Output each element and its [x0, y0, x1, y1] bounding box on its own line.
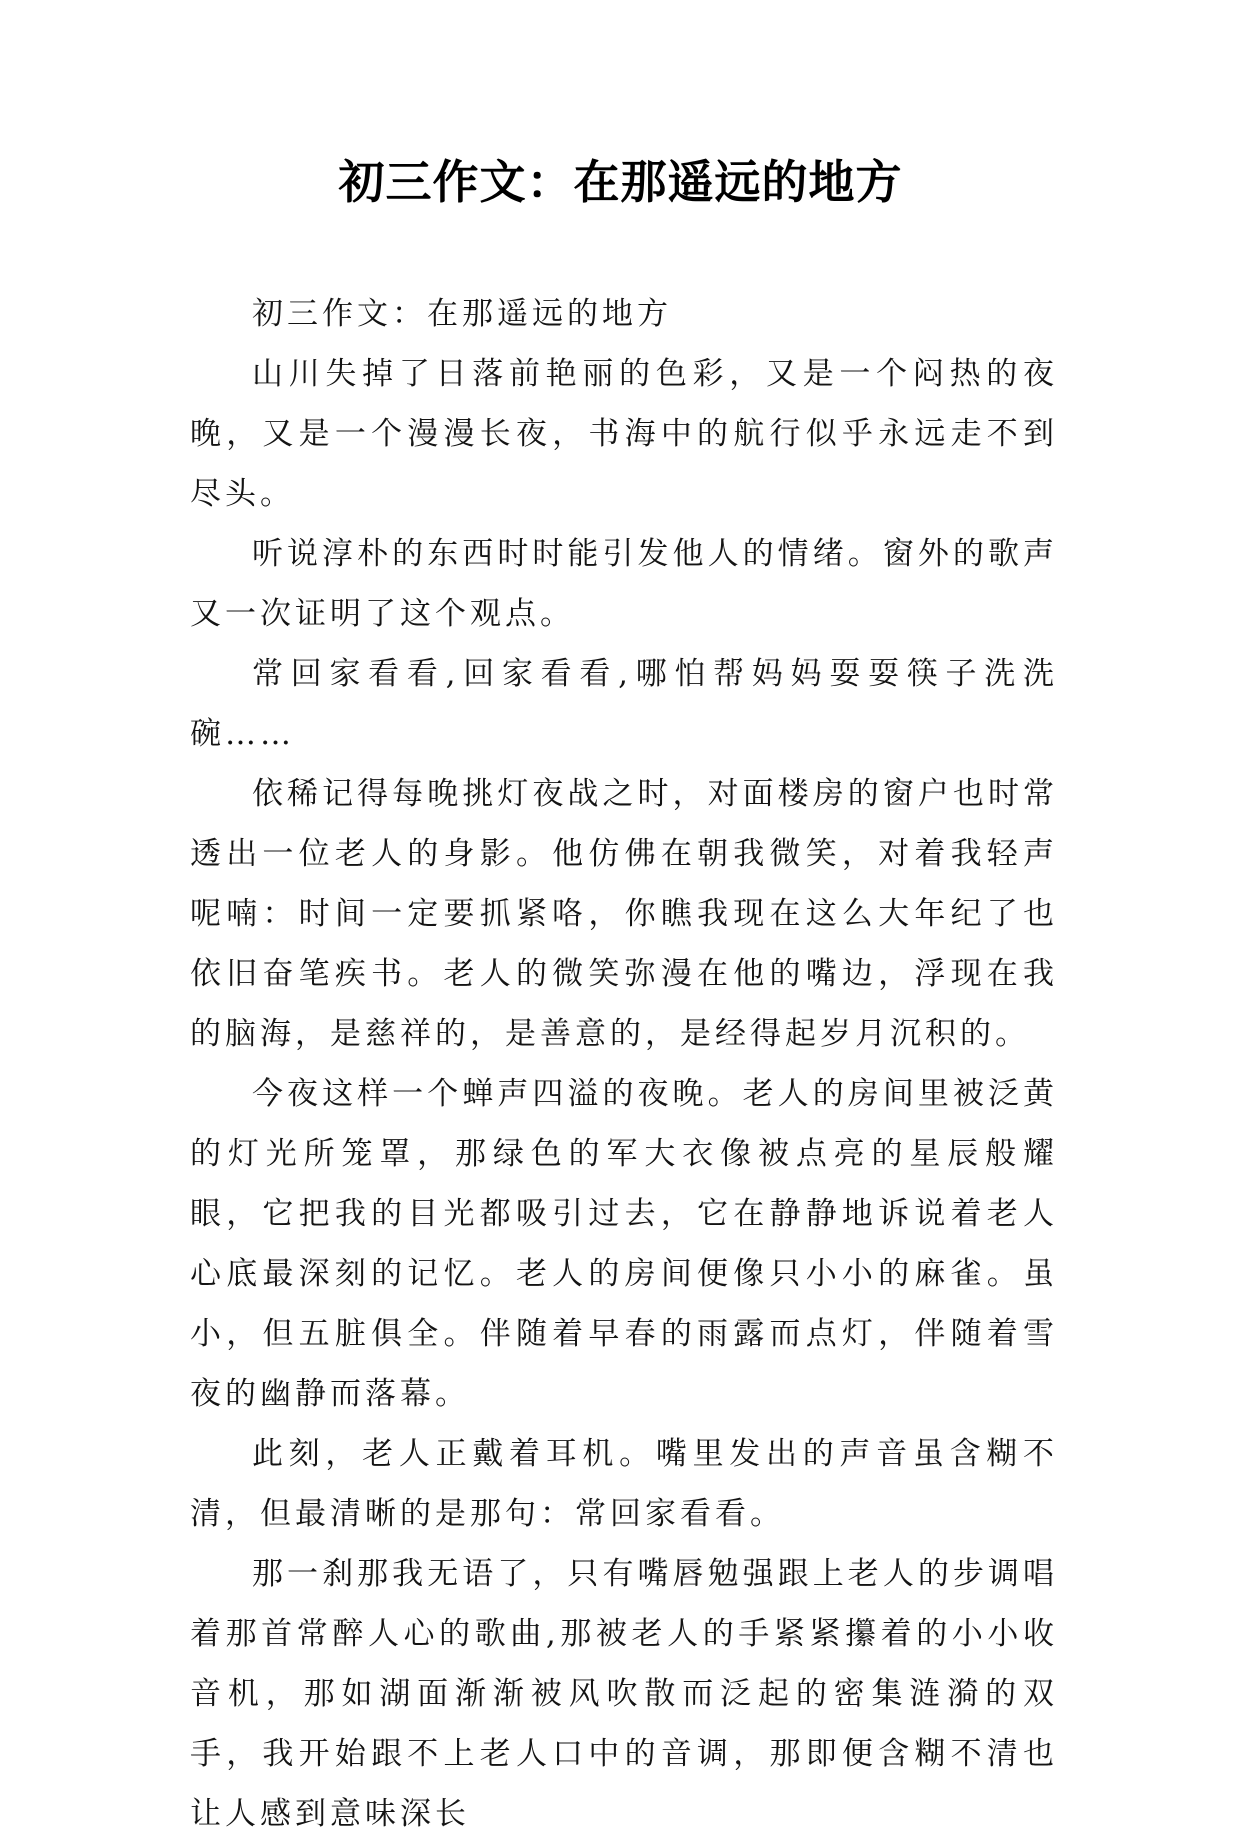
paragraph: 常回家看看,回家看看,哪怕帮妈妈耍耍筷子洗洗碗……: [190, 656, 1058, 752]
paragraph: 山川失掉了日落前艳丽的色彩，又是一个闷热的夜晚，又是一个漫漫长夜，书海中的航行似乎永远走不到尽头。: [190, 356, 1058, 512]
paragraph: 今夜这样一个蝉声四溢的夜晚。老人的房间里被泛黄的灯光所笼罩，那绿色的军大衣像被点亮的星辰般耀眼，它把我的目光都吸引过去，它在静静地诉说着老人心底最深刻的记忆。老人的房间便像只小小的麻雀。虽小，但五脏俱全。伴随着早春的雨露而点灯，伴随着雪夜的幽静而落幕。: [190, 1076, 1058, 1412]
document-body: [190, 284, 1058, 1844]
paragraph: 依稀记得每晚挑灯夜战之时，对面楼房的窗户也时常透出一位老人的身影。他仿佛在朝我微笑，对着我轻声呢喃：时间一定要抓紧咯，你瞧我现在这么大年纪了也依旧奋笔疾书。老人的微笑弥漫在他的嘴边，浮现在我的脑海，是慈祥的，是善意的，是经得起岁月沉积的。: [190, 776, 1058, 1052]
paragraph-subtitle: 初三作文：在那遥远的地方: [252, 296, 672, 332]
paragraph: 那一刹那我无语了，只有嘴唇勉强跟上老人的步调唱着那首常醉人心的歌曲,那被老人的手紧紧攥着的小小收音机，那如湖面渐渐被风吹散而泛起的密集涟漪的双手，我开始跟不上老人口中的音调，那即便含糊不清也让人感到意味深长: [190, 1556, 1058, 1832]
document-title: 初三作文：在那遥远的地方: [338, 155, 903, 209]
paragraph: 听说淳朴的东西时时能引发他人的情绪。窗外的歌声又一次证明了这个观点。: [190, 536, 1058, 632]
paragraph: 此刻，老人正戴着耳机。嘴里发出的声音虽含糊不清，但最清晰的是那句：常回家看看。: [190, 1436, 1058, 1532]
